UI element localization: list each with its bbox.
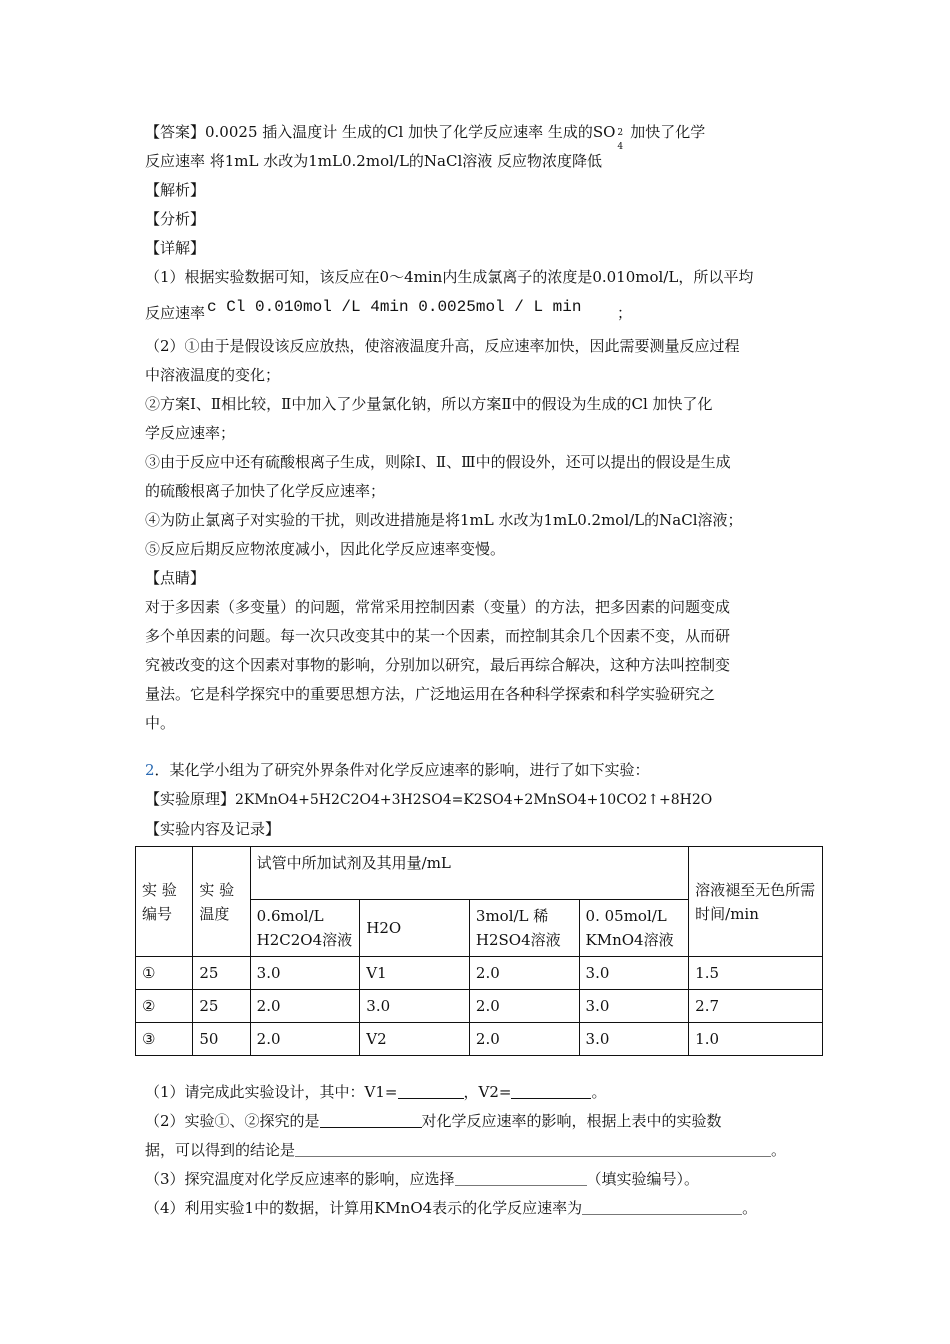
sub-question-3 [145,1165,825,1194]
sq4-text-a: （4）利用实验1中的数据，计算用KMnO4表示的化学反应速率为 [145,1199,583,1217]
cell-time: 2.7 [689,990,823,1023]
cell-kmno4: 3.0 [579,957,689,990]
heading-analysis: 【解析】 [145,181,206,199]
answer-line-2: 反应速率 将1mL 水改为1mL0.2mol/L的NaCl溶液 反应物浓度降低 [145,152,603,170]
question-2-intro [145,756,825,785]
detail-p4b: 的硫酸根离子加快了化学反应速率； [145,482,386,500]
answer-line-1 [145,118,825,152]
cell-h2o: 3.0 [360,990,470,1023]
answer-text: 【答案】0.0025 插入温度计 生成的Cl 加快了化学反应速率 生成的SO [145,123,616,141]
detail-p3b: 学反应速率； [145,424,236,442]
detail-p2a: （2）①由于是假设该反应放热，使溶液温度升高，反应速率加快，因此需要测量反应过程 [145,337,740,355]
cell-h2so4: 2.0 [469,1023,579,1056]
sq2-text-b: 对化学反应速率的影响，根据上表中的实验数 [421,1112,722,1130]
subheader-h2c2o4 [250,900,360,957]
cell-h2so4: 2.0 [469,957,579,990]
cell-no: ② [136,990,193,1023]
cell-h2c2o4: 2.0 [250,990,360,1023]
cell-no: ③ [136,1023,193,1056]
sq1-text-a: （1）请完成此实验设计，其中：V1= [145,1083,398,1101]
cell-temp: 50 [193,1023,250,1056]
rate-end: ； [617,304,633,322]
sq2-end: 。 [771,1141,787,1159]
experiment-table [135,846,823,1056]
record-label: 【实验内容及记录】 [145,820,281,838]
header-exp-temp: 实 验 温度 [193,847,250,957]
cell-h2c2o4: 2.0 [250,1023,360,1056]
sq1-text-b: ，V2= [463,1083,512,1101]
question-intro-text: ．某化学小组为了研究外界条件对化学反应速率的影响，进行了如下实验： [154,761,650,779]
subheader-h2c2o4-name: H2C2O4溶液 [256,931,353,949]
subheader-h2o: H2O [360,900,470,957]
subheader-h2so4-name: H2SO4溶液 [475,931,561,949]
cell-kmno4: 3.0 [579,1023,689,1056]
sub-question-1 [145,1078,825,1107]
detail-p1a: （1）根据实验数据可知，该反应在0～4min内生成氯离子的浓度是0.010mol/L，所以平均 [145,268,754,286]
sq3-text-a: （3）探究温度对化学反应速率的影响，应选择 [145,1170,455,1188]
header-reagents: 试管中所加试剂及其用量/mL [250,847,689,900]
subheader-kmno4 [579,900,689,957]
detail-p3a: ②方案Ⅰ、Ⅱ相比较，Ⅱ中加入了少量氯化钠，所以方案Ⅱ中的假设为生成的Cl 加快了化 [145,395,713,413]
table-row [136,990,823,1023]
cell-h2o: V2 [360,1023,470,1056]
cell-time: 1.0 [689,1023,823,1056]
subheader-kmno4-conc: 0. 05mol/L [585,907,667,925]
detail-p5: ④为防止氯离子对实验的干扰，则改进措施是将1mL 水改为1mL0.2mol/L的NaCl溶液； [145,511,743,529]
sq3-text-b: （填实验编号）。 [586,1170,700,1188]
v2-answer-blank[interactable] [511,1082,591,1099]
sub-question-4 [145,1194,825,1223]
dianjing-l5: 中。 [145,714,176,732]
sub-question-2-cont [145,1136,825,1165]
cell-temp: 25 [193,957,250,990]
cell-h2c2o4: 3.0 [250,957,360,990]
heading-detail: 【详解】 [145,239,206,257]
detail-p1b [145,292,825,328]
rate-formula: c Cl 0.010mol /L 4min 0.0025mol / L min [207,298,582,316]
dianjing-l1: 对于多因素（多变量）的问题，常常采用控制因素（变量）的方法，把多因素的问题变成 [145,598,731,616]
heading-dianjing: 【点睛】 [145,569,206,587]
experiment-principle [145,785,825,815]
principle-label: 【实验原理】 [145,790,236,808]
exp-number-answer-blank[interactable] [455,1169,587,1186]
v1-answer-blank[interactable] [398,1082,464,1099]
so-subscript: 4 [617,142,624,152]
cell-h2so4: 2.0 [469,990,579,1023]
sq2-text-c: 据，可以得到的结论是 [145,1141,296,1159]
rate-prefix: 反应速率 [145,304,206,322]
question-number: 2 [145,761,155,779]
cell-time: 1.5 [689,957,823,990]
factor-answer-blank[interactable] [320,1111,422,1128]
so-superscript: 2 [617,128,624,138]
detail-p4a: ③由于反应中还有硫酸根离子生成，则除Ⅰ、Ⅱ、Ⅲ中的假设外，还可以提出的假设是生成 [145,453,731,471]
subheader-h2c2o4-conc: 0.6mol/L [256,907,324,925]
heading-fenxi: 【分析】 [145,210,206,228]
sq4-end: 。 [742,1199,758,1217]
conclusion-answer-blank[interactable] [295,1140,771,1157]
dianjing-l2: 多个单因素的问题。每一次只改变其中的某一个因素，而控制其余几个因素不变，从而研 [145,627,731,645]
subheader-h2so4 [469,900,579,957]
subheader-h2so4-conc: 3mol/L 稀 [475,907,549,925]
table-row [136,1023,823,1056]
header-fade-time: 溶液褪至无色所需时间/min [689,847,823,957]
sq1-end: 。 [591,1083,607,1101]
document-page [142,118,825,1223]
answer-text-tail: 加快了化学 [625,123,706,141]
subheader-kmno4-name: KMnO4溶液 [585,931,674,949]
cell-kmno4: 3.0 [579,990,689,1023]
detail-p2b: 中溶液温度的变化； [145,366,281,384]
sq2-text-a: （2）实验①、②探究的是 [145,1112,320,1130]
cell-temp: 25 [193,990,250,1023]
table-row [136,957,823,990]
rate-answer-blank[interactable] [582,1198,742,1215]
detail-p6: ⑤反应后期反应物浓度减小，因此化学反应速率变慢。 [145,540,506,558]
reaction-equation: 2KMnO4+5H2C2O4+3H2SO4=K2SO4+2MnSO4+10CO2↑+8H2O [235,792,713,808]
cell-h2o: V1 [360,957,470,990]
dianjing-l3: 究被改变的这个因素对事物的影响，分别加以研究，最后再综合解决，这种方法叫控制变 [145,656,731,674]
header-exp-no: 实 验 编号 [136,847,193,957]
cell-no: ① [136,957,193,990]
sub-question-2 [145,1107,825,1136]
dianjing-l4: 量法。它是科学探究中的重要思想方法，广泛地运用在各种科学探索和科学实验研究之 [145,685,716,703]
table-header-row [136,847,823,900]
